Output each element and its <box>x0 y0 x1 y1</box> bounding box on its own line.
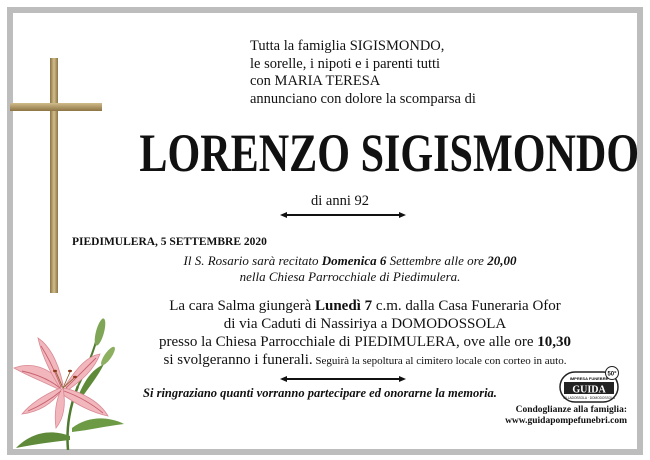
funeral-text: c.m. dalla Casa Funeraria Ofor <box>372 298 561 314</box>
rosary-line <box>120 253 580 269</box>
intro-line: con MARIA TERESA <box>250 73 381 89</box>
funeral-line <box>100 333 630 351</box>
intro-line: annunciano con dolore la scomparsa di <box>250 90 476 107</box>
funeral-line <box>100 351 630 370</box>
contacts-website[interactable]: www.guidapompefunebri.com <box>505 416 627 426</box>
logo-badge: 50° <box>607 371 617 378</box>
funeral-text: si svolgeranno i funerali. <box>163 352 313 368</box>
rosary-text: Il S. Rosario sarà recitato <box>183 253 322 268</box>
intro-block <box>250 38 570 108</box>
funeral-line <box>100 297 630 315</box>
rosary-day: Domenica 6 <box>321 253 387 268</box>
funeral-time: 10,30 <box>537 334 571 350</box>
rosary-text: Settembre alle ore <box>386 253 488 268</box>
funeral-day: Lunedì 7 <box>314 298 373 314</box>
logo-brand: GUIDA <box>572 384 606 396</box>
funeral-line: di via Caduti di Nassiriya a DOMODOSSOLA <box>223 316 507 332</box>
lily-flower-icon <box>8 316 128 450</box>
rosary-block <box>120 253 580 285</box>
logo-sub-text: VILLADOSSOLA · DOMODOSSOLA <box>562 396 616 400</box>
funeral-home-logo <box>556 366 622 406</box>
funeral-block <box>100 297 630 370</box>
funeral-text: La cara Salma giungerà <box>169 298 315 314</box>
deceased-age: di anni 92 <box>311 193 369 209</box>
burial-note: Seguirà la sepoltura al cimitero locale con corteo in auto. <box>312 355 567 367</box>
place-date: PIEDIMULERA, 5 SETTEMBRE 2020 <box>72 236 267 248</box>
ornamental-divider-icon <box>280 374 406 384</box>
deceased-name: LORENZO SIGISMONDO <box>139 123 640 183</box>
funeral-text: presso la Chiesa Parrocchiale di PIEDIMULERA, ove alle ore <box>159 334 538 350</box>
intro-line: Tutta la famiglia SIGISMONDO, <box>250 38 445 54</box>
cross-icon <box>10 58 102 293</box>
contacts-label: Condoglianze alla famiglia: <box>515 405 627 415</box>
thanks-line: Si ringraziano quanti vorranno partecipare ed onorarne la memoria. <box>143 386 497 400</box>
rosary-line: nella Chiesa Parrocchiale di Piedimulera. <box>239 269 461 284</box>
rosary-time: 20,00 <box>487 253 517 268</box>
logo-top-text: IMPRESA FUNEBRE <box>569 376 609 381</box>
intro-line: le sorelle, i nipoti e i parenti tutti <box>250 55 441 72</box>
ornamental-divider-icon <box>280 210 406 220</box>
contacts-block <box>455 405 627 427</box>
